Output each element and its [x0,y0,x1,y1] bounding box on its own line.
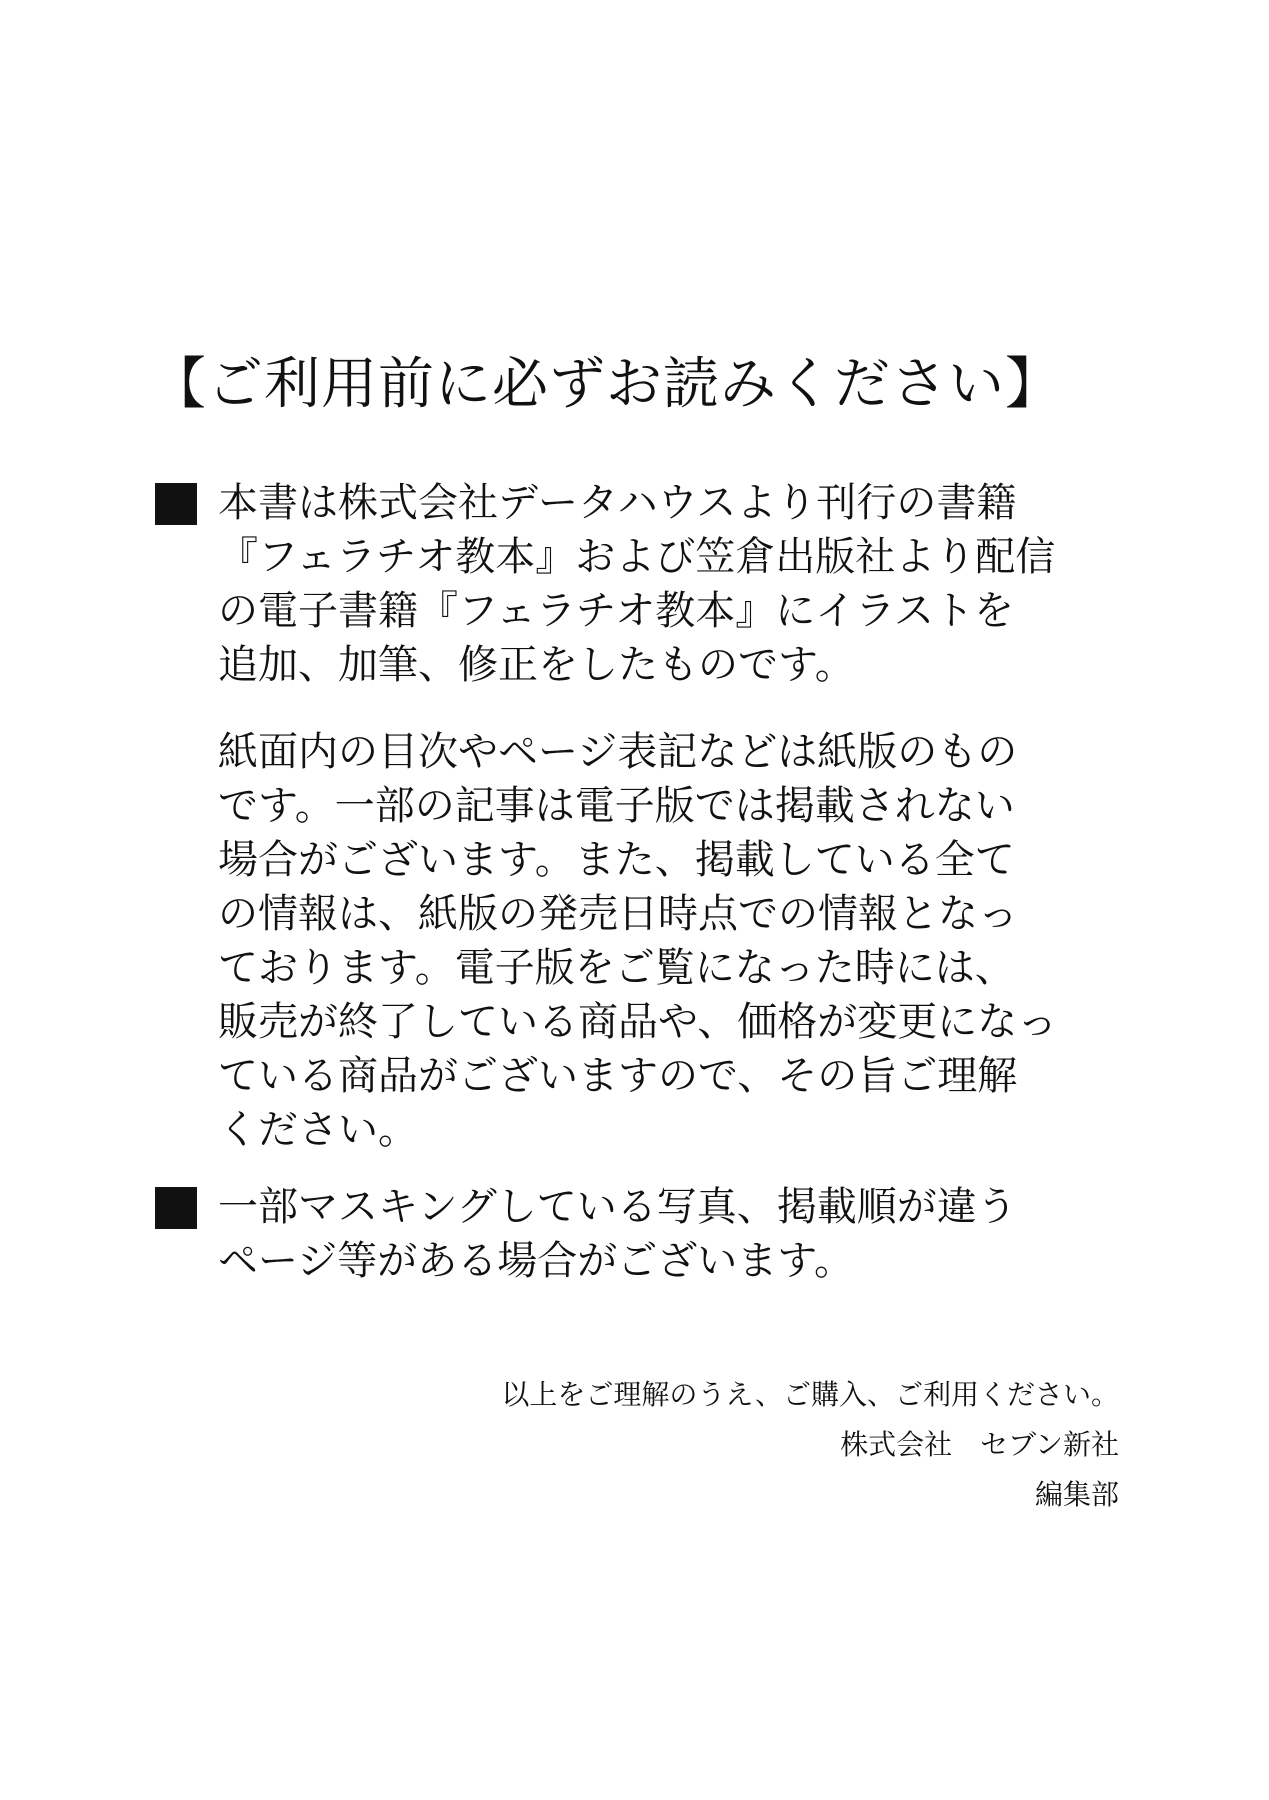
department-name: 編集部 [1034,1478,1119,1511]
paragraph-line: の電子書籍『フェラチオ教本』にイラストを [218,588,1014,634]
paragraph-line: です。一部の記事は電子版では掲載されない [218,783,1015,829]
publisher-name: 株式会社 セブン新社 [840,1428,1119,1461]
paragraph-line: 本書は株式会社データハウスより刊行の書籍 [218,480,1017,526]
paragraph-line: 一部マスキングしている写真、掲載順が違う [218,1184,1017,1230]
paragraph-line: ている商品がございますので、その旨ご理解 [218,1053,1018,1099]
paragraph-line: 紙面内の目次やページ表記などは紙版のもの [218,729,1018,775]
paragraph-line: 『フェラチオ教本』および笠倉出版社より配信 [218,534,1056,580]
paragraph-line: ております。電子版をご覧になった時には、 [218,945,1015,991]
paragraph-line: 販売が終了している商品や、価格が変更になっ [218,999,1058,1045]
paragraph-line: ください。 [218,1107,418,1153]
bullet-square-icon [155,483,197,525]
bullet-square-icon [155,1187,197,1229]
closing-signature [501,1370,1119,1520]
notice-paragraph-2 [218,725,1118,1157]
paragraph-line: の情報は、紙版の発売日時点での情報となっ [218,891,1018,937]
paragraph-line: 場合がございます。また、掲載している全て [218,837,1015,883]
notice-paragraph-1 [218,476,1118,692]
paragraph-line: 追加、加筆、修正をしたものです。 [218,642,855,688]
closing-line: 以上をご理解のうえ、ご購入、ご利用ください。 [501,1378,1119,1411]
paragraph-line: ページ等がある場合がございます。 [218,1238,854,1284]
notice-paragraph-3 [218,1180,1118,1288]
notice-title: 【ご利用前に必ずお読みください】 [150,352,1062,417]
